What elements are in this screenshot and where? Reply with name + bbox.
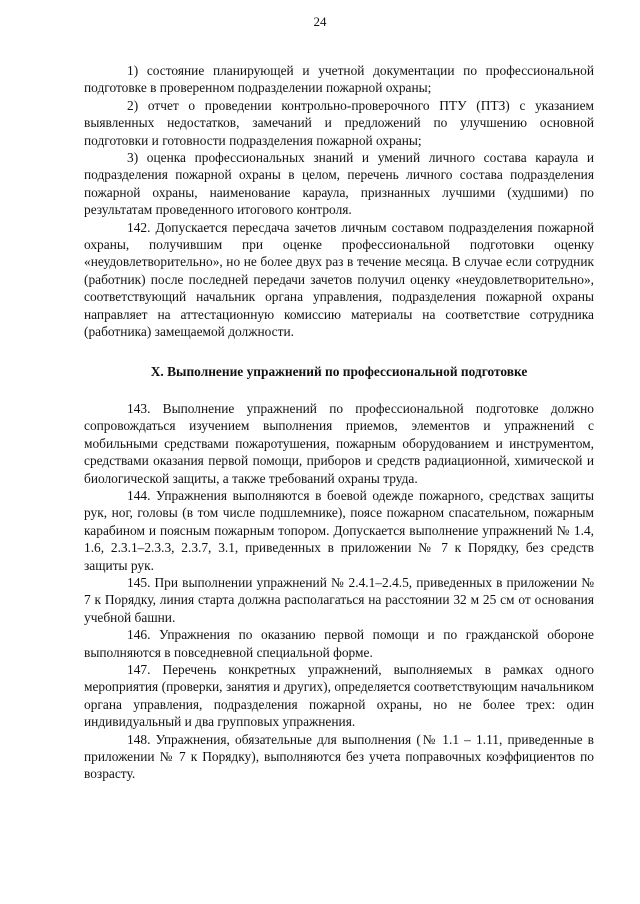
paragraph: 147. Перечень конкретных упражнений, выполняемых в рамках одного мероприятия (проверки, занятия и других), определяется соответствующим начальником органа управления, подразделения пожарной охраны, но не более трех: один индивидуальный и два групповых упражнения. [84, 662, 594, 730]
paragraph: 1) состояние планирующей и учетной документации по профессиональной подготовке в проверенном подразделении пожарной охраны; [84, 63, 594, 96]
paragraph: 148. Упражнения, обязательные для выполнения (№ 1.1 – 1.11, приведенные в приложении № 7 к Порядку), выполняются без учета поправочных коэффициентов по возрасту. [84, 731, 594, 782]
section-heading: X. Выполнение упражнений по профессиональной подготовке [150, 363, 528, 379]
paragraph: 2) отчет о проведении контрольно-проверочного ПТУ (ПТЗ) с указанием выявленных недостатков, замечаний и предложений по улучшению основной подготовки и готовности подразделения пожарной охраны; [84, 97, 594, 148]
paragraph: 145. При выполнении упражнений № 2.4.1–2.4.5, приведенных в приложении № 7 к Порядку, линия старта должна располагаться на расстоянии 32 м 25 см от основания учебной башни. [84, 574, 594, 625]
paragraph: 142. Допускается пересдача зачетов личным составом подразделения пожарной охраны, получившим при оценке профессиональной подготовки оценку «неудовлетворительно», но не более двух раз в течение месяца. В случае если сотрудник (работник) после последней передачи зачетов получил оценку «неудовлетворительно», соответствующий начальник органа управления, подразделения пожарной охраны направляет на аттестационную комиссию материалы на соответствие сотрудника (работника) замещаемой должности. [84, 219, 594, 340]
page-body [84, 62, 594, 783]
paragraph: 144. Упражнения выполняются в боевой одежде пожарного, средствах защиты рук, ног, головы (в том числе подшлемнике), поясе пожарном спасательном, пожарным карабином и поясным пожарным топором. Допускается выполнение упражнений № 1.4, 1.6, 2.3.1–2.3.3, 2.3.7, 3.1, приведенных в приложении № 7 к Порядку, без средств защиты рук. [84, 487, 594, 573]
paragraph: 146. Упражнения по оказанию первой помощи и по гражданской обороне выполняются в повседневной специальной форме. [84, 627, 594, 660]
page-number: 24 [313, 14, 327, 29]
paragraph: 3) оценка профессиональных знаний и умений личного состава караула и подразделения пожарной охраны в целом, перечень личного состава подразделения пожарной охраны, наименование караула, признанных лучшими (худшими) по результатам проведенного итогового контроля. [84, 150, 594, 218]
paragraph: 143. Выполнение упражнений по профессиональной подготовке должно сопровождаться изучением выполнения приемов, элементов и упражнений с мобильными средствами пожаротушения, пожарным оборудованием и инструментом, средствами оказания первой помощи, приборов и средств радиационной, химической и биологической защиты, а также требований охраны труда. [84, 400, 594, 486]
